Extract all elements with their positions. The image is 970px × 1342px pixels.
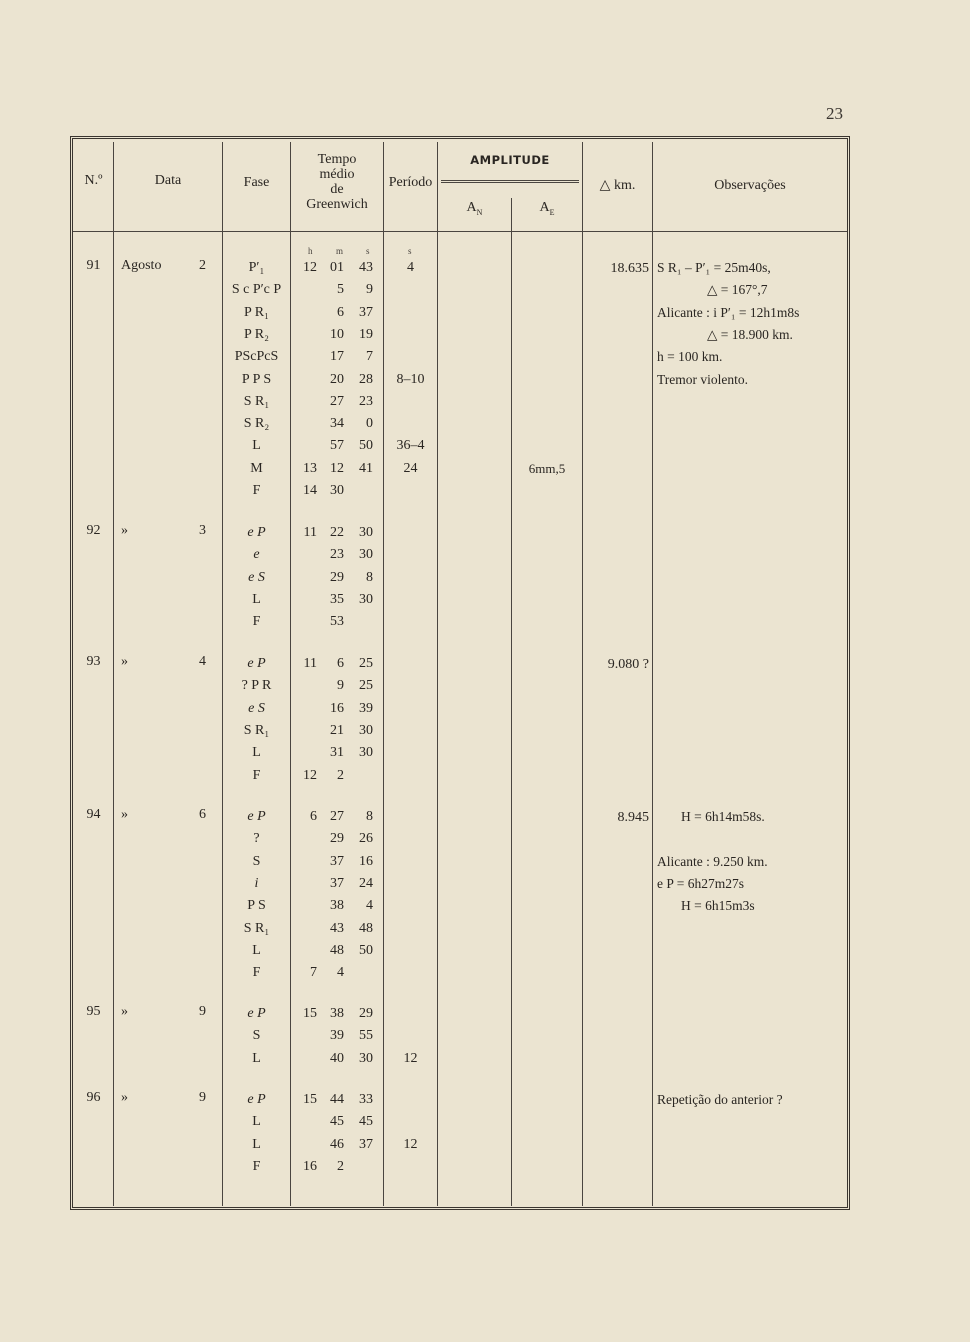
time-minutes: 34 [330, 416, 344, 432]
time-minutes: 37 [330, 853, 344, 869]
phase-cell: ? [253, 831, 260, 847]
header-amplitude-north [438, 200, 511, 220]
time-hours: 16 [303, 1158, 317, 1174]
time-minutes: 20 [330, 371, 344, 387]
header-amplitude-east [512, 200, 582, 220]
event-month: » [121, 1090, 128, 1105]
time-minutes: 29 [330, 569, 344, 585]
time-minutes: 57 [330, 438, 344, 454]
time-hours: 12 [303, 767, 317, 783]
time-minutes: 39 [330, 1028, 344, 1044]
phase-cell: S R₁ [243, 722, 270, 738]
header-phase: Fase [243, 175, 270, 190]
unit-minutes: m [336, 246, 344, 256]
event-number: 92 [86, 523, 101, 538]
time-seconds: 19 [359, 326, 373, 342]
time-minutes: 22 [330, 525, 344, 540]
event-number: 94 [86, 807, 101, 822]
phase-cell: S [252, 1028, 261, 1044]
header-ae-sub: E [549, 207, 555, 217]
phase-cell: S R₁ [243, 920, 270, 936]
time-seconds: 25 [359, 678, 373, 694]
col-divider [113, 142, 114, 1206]
time-seconds: 30 [359, 591, 373, 607]
time-seconds: 23 [359, 393, 373, 409]
phase-cell: e P [247, 525, 266, 540]
event-day: 3 [199, 523, 206, 538]
header-ae-letter: A [539, 200, 550, 215]
time-seconds: 29 [359, 1006, 373, 1021]
header-amplitude: AMPLITUDE [470, 153, 550, 167]
phase-cell: L [252, 438, 261, 454]
phase-cell: S c P′c P [231, 282, 282, 298]
unit-hours: h [308, 246, 313, 256]
observation-line: H = 6h14m58s. [681, 809, 765, 824]
observation-line: H = 6h15m3s [681, 898, 755, 914]
amplitude-east-cell: 6mm,5 [528, 460, 566, 476]
period-cell: 12 [403, 1050, 418, 1066]
observation-line: Tremor violento. [657, 371, 748, 387]
phase-cell: PScPcS [234, 349, 279, 365]
time-seconds: 30 [359, 525, 373, 540]
event-number: 95 [86, 1004, 101, 1019]
time-seconds: 8 [366, 569, 373, 585]
event-month: » [121, 523, 128, 538]
phase-cell: F [252, 767, 261, 783]
phase-cell: e S [248, 700, 265, 716]
time-minutes: 01 [330, 260, 344, 275]
time-minutes: 6 [337, 304, 344, 320]
event-day: 6 [199, 807, 206, 822]
phase-cell: e P [247, 809, 266, 824]
time-hours: 12 [303, 260, 317, 275]
event-day: 9 [199, 1004, 206, 1019]
observation-line: e P = 6h27m27s [657, 875, 744, 891]
time-seconds: 33 [359, 1092, 373, 1107]
header-time-line: Greenwich [306, 197, 368, 212]
time-seconds: 7 [366, 349, 373, 365]
phase-cell: e P [247, 1092, 266, 1107]
time-minutes: 2 [337, 767, 344, 783]
time-minutes: 30 [330, 483, 344, 498]
header-observations: Observações [714, 178, 786, 193]
time-seconds: 50 [359, 942, 373, 958]
time-seconds: 8 [366, 809, 373, 824]
event-month: » [121, 1004, 128, 1019]
time-minutes: 4 [337, 965, 344, 981]
amplitude-rule [441, 180, 579, 183]
header-an-sub: N [476, 207, 483, 217]
time-minutes: 17 [330, 349, 344, 365]
phase-cell: i [254, 875, 259, 891]
time-seconds: 41 [359, 460, 373, 476]
phase-cell: e [253, 547, 260, 563]
time-minutes: 12 [330, 460, 344, 476]
event-number: 96 [86, 1090, 101, 1105]
time-minutes: 29 [330, 831, 344, 847]
header-date: Data [154, 173, 182, 188]
observation-line: Alicante : i P′₁ = 12h1m8s [657, 304, 800, 320]
time-minutes: 9 [337, 678, 344, 694]
time-seconds: 16 [359, 853, 373, 869]
time-seconds: 43 [359, 260, 373, 275]
period-cell: 8–10 [396, 371, 425, 387]
observation-line: △ = 18.900 km. [707, 326, 793, 342]
phase-cell: L [252, 1136, 261, 1152]
unit-period-seconds: s [408, 246, 412, 256]
time-seconds: 30 [359, 1050, 373, 1066]
phase-cell: F [252, 483, 261, 498]
col-divider [222, 142, 223, 1206]
time-hours: 15 [303, 1006, 317, 1021]
time-seconds: 48 [359, 920, 373, 936]
phase-cell: P′₁ [248, 260, 265, 275]
phase-cell: F [252, 965, 261, 981]
observation-line: Repetição do anterior ? [657, 1092, 783, 1107]
time-minutes: 2 [337, 1158, 344, 1174]
header-rule [73, 231, 847, 232]
time-hours: 6 [310, 809, 317, 824]
phase-cell: e P [247, 656, 266, 671]
observation-line: Alicante : 9.250 km. [657, 853, 768, 869]
period-cell: 36–4 [396, 438, 425, 454]
phase-cell: L [252, 591, 261, 607]
phase-cell: ? P R [241, 678, 272, 694]
observation-line: △ = 167°,7 [707, 282, 768, 298]
event-month: » [121, 807, 128, 822]
time-minutes: 38 [330, 898, 344, 914]
header-distance: △ km. [599, 178, 636, 193]
period-cell: 4 [407, 260, 414, 275]
col-divider [511, 198, 512, 1206]
phase-cell: e P [247, 1006, 266, 1021]
header-period: Período [388, 175, 433, 190]
time-seconds: 9 [366, 282, 373, 298]
time-seconds: 55 [359, 1028, 373, 1044]
header-an-letter: A [466, 200, 477, 215]
time-minutes: 40 [330, 1050, 344, 1066]
col-divider [383, 142, 384, 1206]
unit-seconds: s [366, 246, 370, 256]
time-minutes: 31 [330, 745, 344, 761]
time-hours: 13 [303, 460, 317, 476]
page-number: 23 [826, 104, 843, 123]
time-seconds: 39 [359, 700, 373, 716]
phase-cell: M [250, 460, 263, 476]
phase-cell: P R₂ [244, 326, 269, 342]
time-hours: 7 [310, 965, 317, 981]
phase-cell: L [252, 942, 261, 958]
phase-cell: S R₂ [243, 416, 270, 432]
phase-cell: F [252, 1158, 261, 1174]
time-seconds: 24 [359, 875, 373, 891]
time-seconds: 30 [359, 745, 373, 761]
col-divider [290, 142, 291, 1206]
time-minutes: 48 [330, 942, 344, 958]
event-number: 91 [86, 258, 101, 273]
time-minutes: 27 [330, 809, 344, 824]
time-seconds: 26 [359, 831, 373, 847]
time-minutes: 43 [330, 920, 344, 936]
phase-cell: S [252, 853, 261, 869]
time-minutes: 23 [330, 547, 344, 563]
time-seconds: 50 [359, 438, 373, 454]
phase-cell: e S [248, 569, 265, 585]
header-time-line: Tempo [317, 152, 357, 167]
event-distance: 18.635 [610, 261, 649, 276]
time-minutes: 21 [330, 722, 344, 738]
event-month: » [121, 654, 128, 669]
header-time [291, 152, 383, 212]
event-day: 2 [199, 258, 206, 273]
time-minutes: 46 [330, 1136, 344, 1152]
time-seconds: 37 [359, 304, 373, 320]
header-time-line: de [330, 182, 344, 197]
time-seconds: 45 [359, 1114, 373, 1130]
header-time-line: médio [319, 167, 355, 182]
observation-line: h = 100 km. [657, 349, 723, 365]
time-minutes: 53 [330, 614, 344, 630]
time-minutes: 5 [337, 282, 344, 298]
time-minutes: 45 [330, 1114, 344, 1130]
time-minutes: 10 [330, 326, 344, 342]
time-seconds: 4 [366, 898, 373, 914]
event-day: 4 [199, 654, 206, 669]
time-minutes: 6 [337, 656, 344, 671]
time-hours: 14 [303, 483, 317, 498]
event-distance: 9.080 ? [607, 657, 649, 672]
time-hours: 11 [303, 525, 317, 540]
time-minutes: 37 [330, 875, 344, 891]
period-cell: 12 [403, 1136, 418, 1152]
event-day: 9 [199, 1090, 206, 1105]
time-seconds: 37 [359, 1136, 373, 1152]
phase-cell: P S [247, 898, 266, 914]
phase-cell: P R₁ [244, 304, 269, 320]
time-seconds: 0 [366, 416, 373, 432]
phase-cell: S R₁ [243, 393, 270, 409]
phase-cell: F [252, 614, 261, 630]
phase-cell: L [252, 1050, 261, 1066]
phase-cell: L [252, 1114, 261, 1130]
time-minutes: 16 [330, 700, 344, 716]
event-month: Agosto [121, 258, 162, 273]
time-minutes: 27 [330, 393, 344, 409]
time-hours: 15 [303, 1092, 317, 1107]
time-minutes: 38 [330, 1006, 344, 1021]
observation-line: S R₁ – P′₁ = 25m40s, [657, 260, 771, 275]
period-cell: 24 [403, 460, 418, 476]
col-divider [652, 142, 653, 1206]
event-number: 93 [86, 654, 101, 669]
col-divider [582, 142, 583, 1206]
time-seconds: 28 [359, 371, 373, 387]
col-divider [437, 142, 438, 1206]
time-seconds: 30 [359, 547, 373, 563]
phase-cell: P P S [241, 371, 272, 387]
time-seconds: 25 [359, 656, 373, 671]
phase-cell: L [252, 745, 261, 761]
time-minutes: 35 [330, 591, 344, 607]
header-number: N.º [84, 173, 103, 188]
time-seconds: 30 [359, 722, 373, 738]
event-distance: 8.945 [617, 810, 649, 825]
time-hours: 11 [303, 656, 317, 671]
time-minutes: 44 [330, 1092, 344, 1107]
